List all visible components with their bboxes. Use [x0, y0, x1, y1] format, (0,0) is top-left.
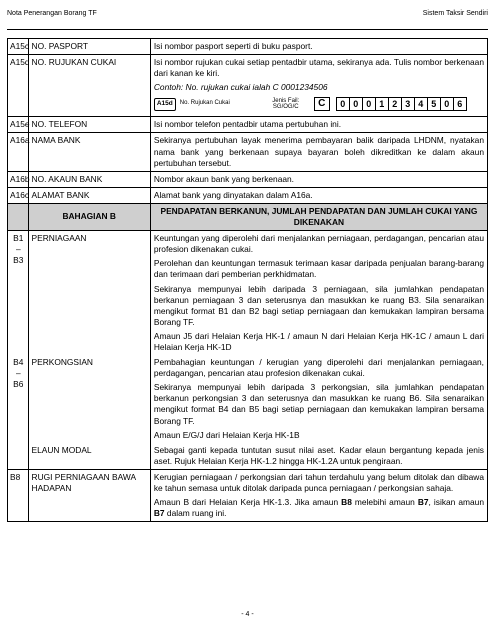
strip-digit-boxes	[336, 97, 467, 111]
row-code: B1 – B3	[8, 231, 29, 355]
row-label: NAMA BANK	[28, 133, 150, 171]
row-code: A16c	[8, 187, 29, 203]
desc-paragraph: Pembahagian keuntungan / kerugian yang diperolehi dari menjalankan perniagaan, perdagangan, pencarian atau profesion dikenakan cukai.	[153, 357, 484, 379]
page-number: - 4 -	[241, 611, 254, 618]
desc-paragraph: Amaun E/G/J dari Helaian Kerja HK-1B	[153, 429, 300, 440]
digit-box: 6	[457, 99, 463, 110]
row-label: NO. RUJUKAN CUKAI	[28, 55, 150, 117]
desc-paragraph: Perolehan dan keuntungan termasuk terimaan kasar daripada penjualan barang-barang dan terimaan dari pemberian perkhidmatan.	[153, 258, 484, 280]
strip-prefix-box: C	[314, 97, 330, 111]
row-a15c	[8, 39, 488, 55]
desc-paragraph: Amaun J5 dari Helaian Kerja HK-1 / amaun N dari Helaian Kerja HK-1C / amaun L dari Helaian Kerja HK-1D	[153, 330, 484, 352]
desc-paragraph: Keuntungan yang diperolehi dari menjalankan perniagaan, perdagangan, pencarian atau profesion dikenakan cukai.	[153, 233, 484, 255]
digit-box: 2	[389, 98, 402, 110]
row-code: A16b	[8, 171, 29, 187]
digit-box: 0	[337, 98, 350, 110]
bold-ref: B7	[417, 497, 429, 508]
explanation-table	[7, 38, 488, 522]
text-run: , isikan amaun	[428, 497, 484, 508]
row-label: PERNIAGAAN	[28, 231, 150, 355]
example-text: Contoh: No. rujukan cukai ialah C 0001234506	[153, 82, 328, 93]
header-rule	[7, 29, 488, 30]
strip-code: A15d	[154, 98, 176, 111]
row-desc: Sekiranya pertubuhan layak menerima pembayaran balik daripada LHDNM, nyatakan nama bank yang berkenaan supaya bayaran boleh dikreditkan ke dalam akaun pertubuhan tersebut.	[150, 133, 487, 171]
section-b-title: BAHAGIAN B	[28, 203, 150, 230]
row-label: RUGI PERNIAGAAN BAWA HADAPAN	[28, 469, 150, 521]
row-a15d	[8, 55, 488, 117]
row-code: B8	[8, 469, 29, 521]
tax-ref-example-strip	[154, 97, 484, 111]
section-b-header	[8, 203, 488, 230]
row-desc-cell	[150, 443, 487, 470]
row-elaun-modal	[8, 443, 488, 470]
row-label: ELAUN MODAL	[28, 443, 150, 470]
row-a16a	[8, 133, 488, 171]
row-b1-b3	[8, 231, 488, 355]
desc-paragraph	[154, 497, 484, 519]
row-code: A15c	[8, 39, 29, 55]
row-desc: Isi nombor rujukan cukai setiap pentadbir utama, sekiranya ada. Tulis nombor berkenaan dari kanan ke kiri.	[153, 57, 484, 79]
bold-ref: B8	[341, 497, 352, 508]
row-code-empty	[8, 443, 29, 470]
digit-box: 3	[402, 98, 415, 110]
row-code: A16a	[8, 133, 29, 171]
section-b-heading: PENDAPATAN BERKANUN, JUMLAH PENDAPATAN DAN JUMLAH CUKAI YANG DIKENAKAN	[150, 203, 487, 230]
row-b4-b6	[8, 355, 488, 443]
row-desc-cell	[150, 55, 487, 117]
row-label: NO. PASPORT	[28, 39, 150, 55]
desc-paragraph: Sekiranya mempunyai lebih daripada 3 perkongsian, sila jumlahkan pendapatan berkanun perkongsian 3 dan seterusnya dan masukkan ke ruang B6. Sila senaraikan mengikut format B4 dan B5 bagi setiap perniagaan dan kemukakan lampiran bersama Borang TF.	[153, 382, 484, 426]
row-code: A15d	[8, 55, 29, 117]
desc-paragraph: Sebagai ganti kepada tuntutan susut nilai aset. Kadar elaun bergantung kepada jenis aset. Rujuk Helaian Kerja HK-1.2 hingga HK-1.2A untuk pengiraan.	[153, 444, 484, 466]
desc-paragraph: Sekiranya mempunyai lebih daripada 3 perniagaan, sila jumlahkan pendapatan berkanun perniagaan 3 dan seterusnya dan masukkan ke ruang B3. Sila senaraikan mengikut format B1 dan B2 bagi setiap perniagaan dan kemukakan lampiran bersama Borang TF.	[153, 283, 484, 327]
text-run: dalam ruang ini.	[164, 508, 227, 519]
text-run: Amaun B dari Helaian Kerja HK-1.3. Jika amaun	[153, 497, 342, 508]
row-desc: Nombor akaun bank yang berkenaan.	[150, 171, 487, 187]
page-header	[7, 10, 488, 17]
strip-label: No. Rujukan Cukai	[179, 100, 230, 107]
digit-box: 0	[441, 98, 454, 110]
header-left: Nota Penerangan Borang TF	[7, 10, 97, 17]
bold-ref: B7	[153, 508, 165, 519]
row-desc: Isi nombor pasport seperti di buku pasport.	[150, 39, 487, 55]
row-label: NO. AKAUN BANK	[28, 171, 150, 187]
text-run: melebihi amaun	[351, 497, 418, 508]
digit-box: 0	[350, 98, 363, 110]
digit-box: 4	[415, 98, 428, 110]
row-desc-cell	[150, 469, 487, 521]
digit-box: 5	[428, 98, 441, 110]
section-b-spacer	[8, 203, 29, 230]
row-desc-cell	[150, 355, 487, 443]
digit-box: 1	[376, 98, 389, 110]
strip-jenis-opts: SG/OG/C	[272, 104, 299, 111]
row-desc-cell	[150, 231, 487, 355]
desc-paragraph: Kerugian perniagaan / perkongsian dari tahun terdahulu yang belum ditolak dan dibawa ke tahun semasa untuk ditolak daripada punca perniagaan / perkongsian sahaja.	[153, 471, 484, 493]
row-b8	[8, 469, 488, 521]
header-right: Sistem Taksir Sendiri	[422, 10, 488, 17]
row-code: A15e	[8, 117, 29, 133]
row-a16c	[8, 187, 488, 203]
digit-box: 0	[363, 98, 376, 110]
row-label: ALAMAT BANK	[28, 187, 150, 203]
row-a16b	[8, 171, 488, 187]
strip-jenis-label: Jenis Fail:	[272, 97, 300, 104]
row-label: NO. TELEFON	[28, 117, 150, 133]
row-desc: Isi nombor telefon pentadbir utama pertubuhan ini.	[150, 117, 487, 133]
row-desc: Alamat bank yang dinyatakan dalam A16a.	[150, 187, 487, 203]
row-a15e	[8, 117, 488, 133]
row-label: PERKONGSIAN	[28, 355, 150, 443]
strip-jenis	[260, 98, 312, 111]
row-code: B4 – B6	[8, 355, 29, 443]
